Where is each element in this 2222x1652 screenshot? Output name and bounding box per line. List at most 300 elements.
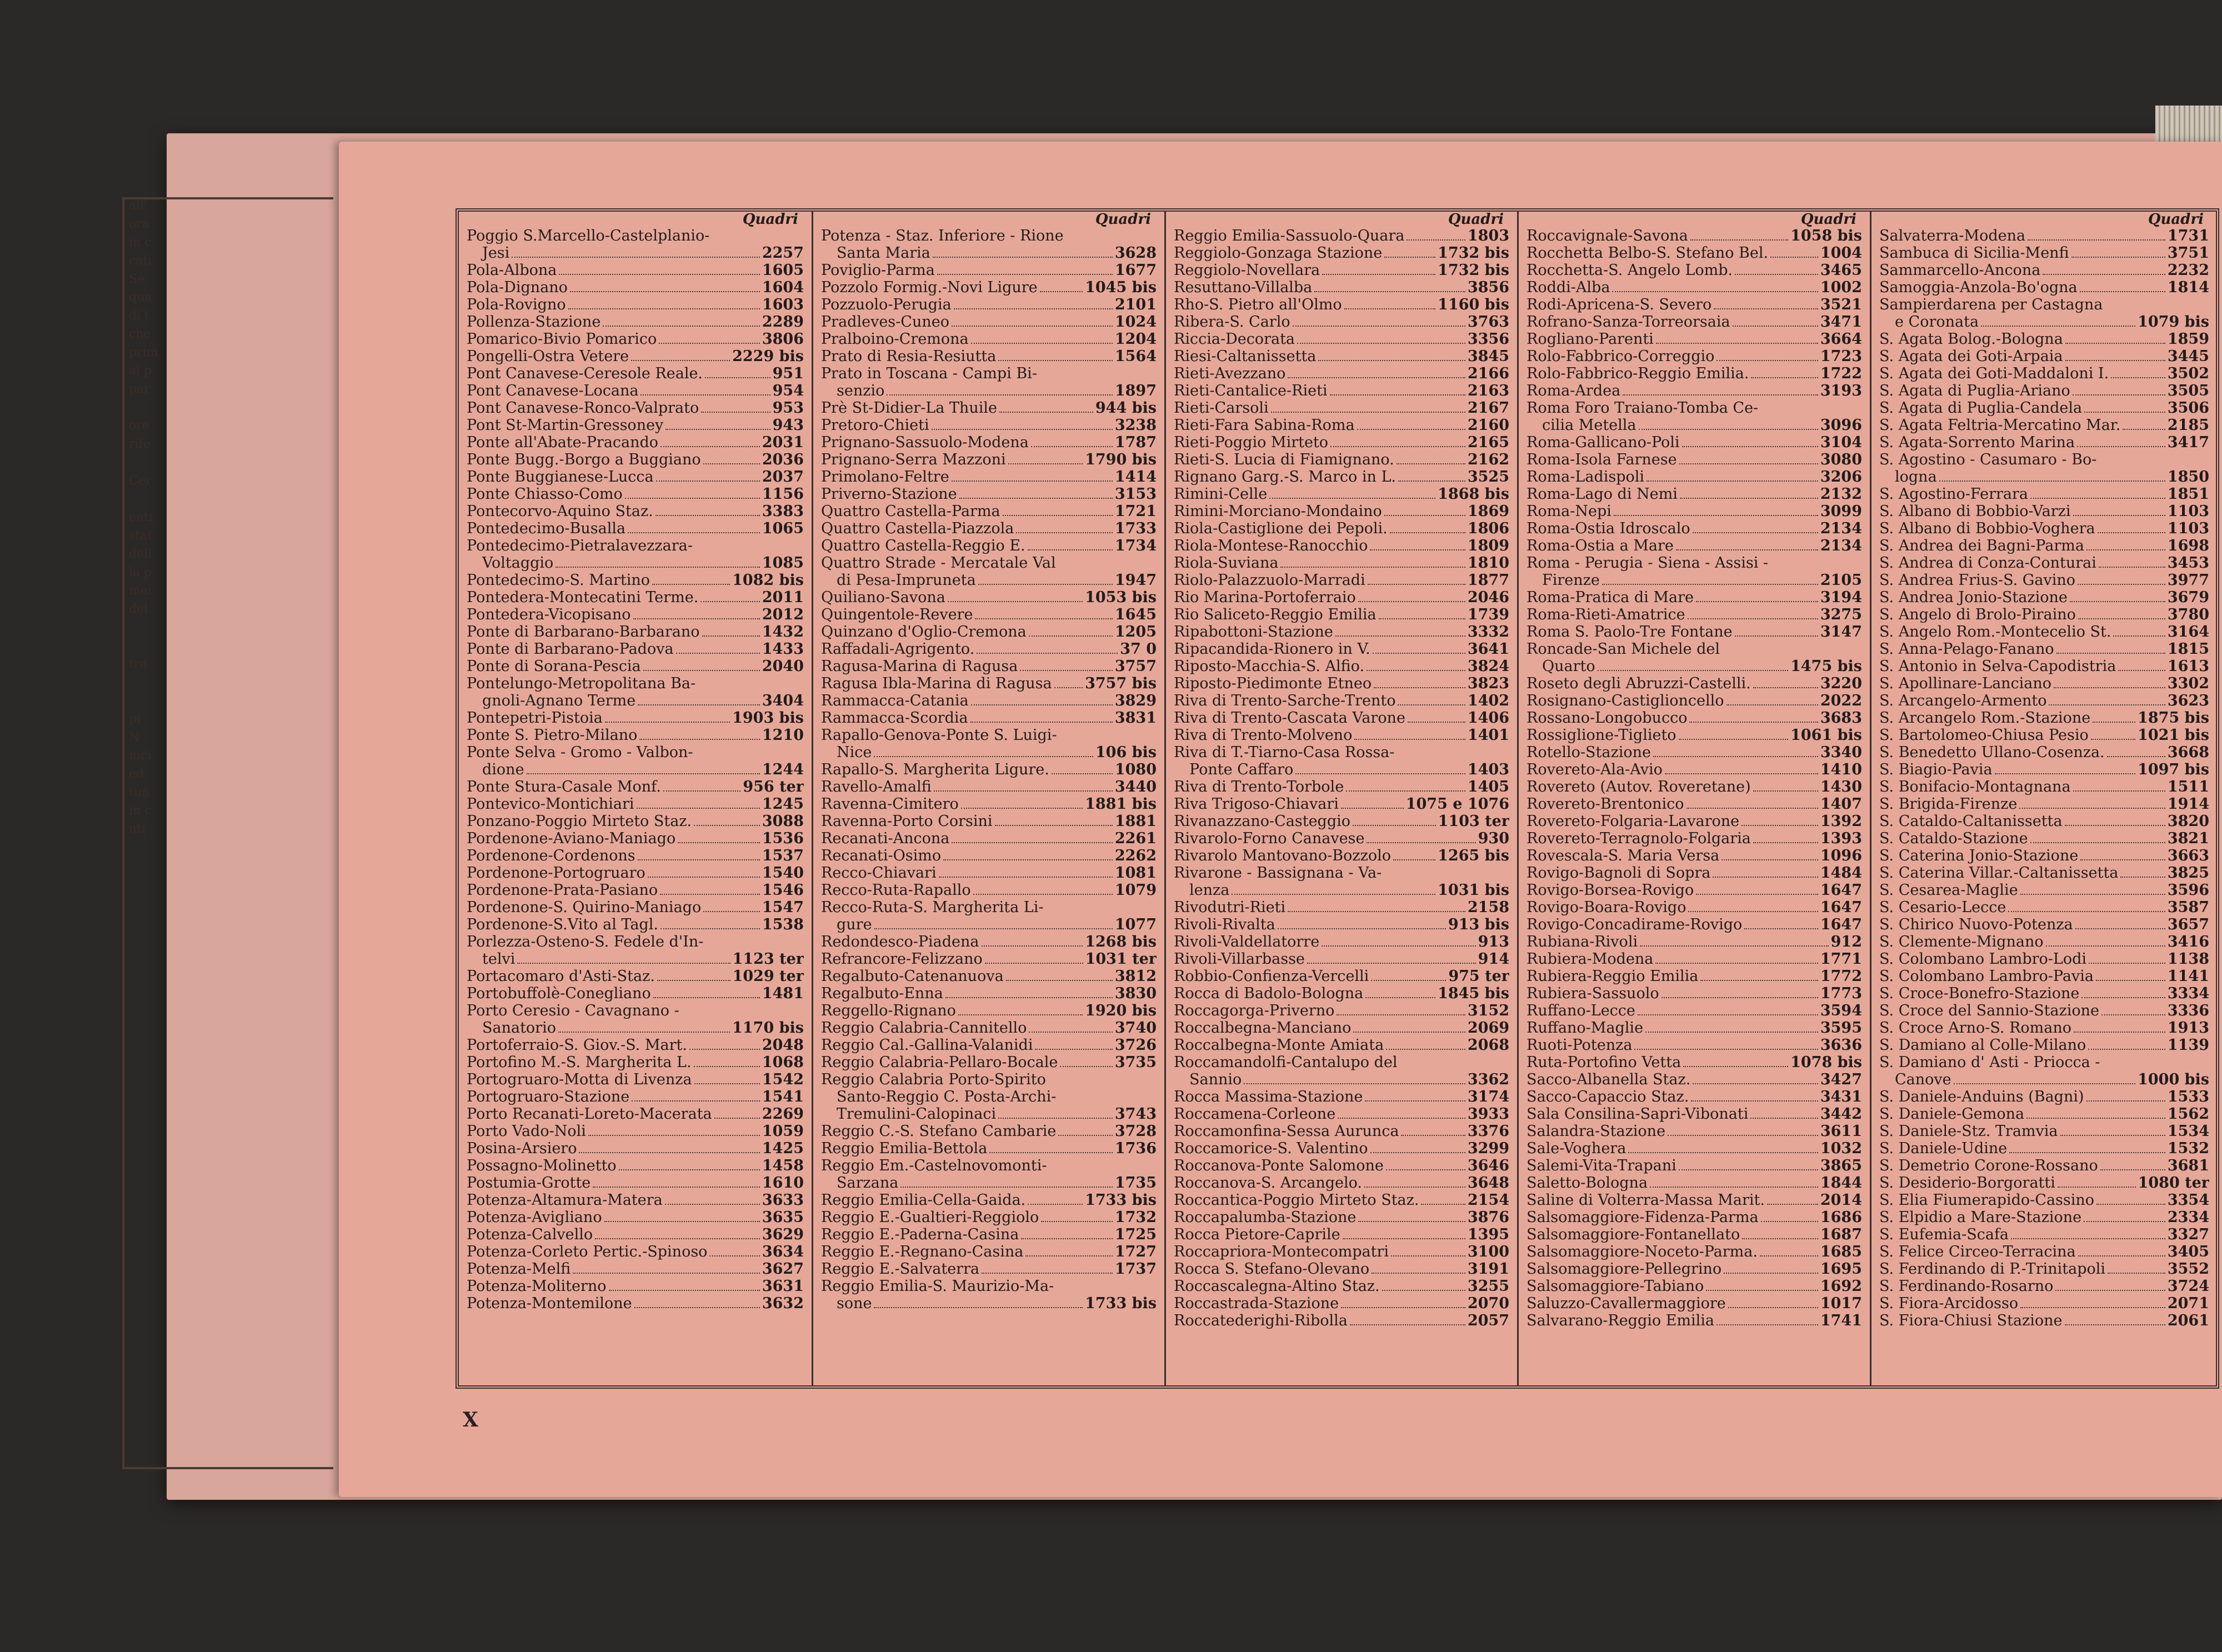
entry-number: 1078 bis (1790, 1054, 1862, 1071)
leader-dots (633, 608, 760, 619)
index-entry (821, 503, 1157, 520)
entry-name: Quiliano-Savona (821, 589, 945, 606)
fragment-line: pi (129, 713, 141, 726)
leader-dots (1372, 1263, 1465, 1274)
entry-name: Ponte di Barbarano-Barbarano (467, 624, 700, 640)
leader-dots (2080, 281, 2165, 292)
entry-number: 3780 (2167, 607, 2209, 623)
index-entry (1174, 452, 1509, 469)
index-entry (821, 1123, 1157, 1140)
index-entry (1174, 1278, 1509, 1295)
entry-number: 3164 (2167, 624, 2209, 640)
entry-name: Rovereto-Ala-Avio (1527, 762, 1663, 778)
entry-number: 1403 (1467, 762, 1509, 778)
entry-number: 3104 (1820, 434, 1862, 451)
index-entry (1174, 934, 1509, 951)
entry-number: 1205 (1114, 624, 1157, 640)
leader-dots (2098, 522, 2165, 533)
entry-name: Refrancore-Felizzano (821, 951, 983, 968)
leader-dots (2078, 608, 2165, 619)
entry-number: 1903 bis (732, 710, 804, 727)
entry-name: Rogliano-Parenti (1527, 331, 1654, 348)
leader-dots (2008, 901, 2165, 912)
index-entry (821, 968, 1157, 985)
index-entry (1174, 1192, 1509, 1209)
leader-dots (1598, 660, 1788, 671)
index-entry (821, 348, 1157, 366)
leader-dots (1370, 1142, 1465, 1153)
index-entry (1174, 796, 1509, 813)
index-entry (1174, 1072, 1509, 1089)
entry-name: S. Agostino-Ferrara (1879, 486, 2028, 503)
index-entry (1879, 555, 2209, 572)
entry-number: 1692 (1820, 1278, 1862, 1295)
index-entry (467, 917, 804, 934)
entry-number: 1160 bis (1438, 297, 1509, 313)
entry-number: 1511 (2167, 779, 2209, 795)
leader-dots (2030, 832, 2165, 843)
entry-number: 1103 ter (1438, 813, 1509, 830)
leader-dots (657, 970, 730, 981)
entry-number: 1727 (1114, 1244, 1157, 1260)
entry-name: Roccapriora-Montecompatri (1174, 1244, 1389, 1260)
entry-number: 1541 (762, 1089, 804, 1105)
index-entry (467, 228, 804, 245)
leader-dots (1751, 367, 1818, 378)
entry-name: Rimini-Celle (1174, 486, 1268, 503)
leader-dots (1645, 1022, 1818, 1033)
leader-dots (1744, 918, 1818, 929)
entry-number: 1004 (1820, 245, 1862, 262)
leader-dots (2060, 1125, 2165, 1136)
leader-dots (701, 402, 770, 413)
leader-dots (1060, 1056, 1112, 1067)
index-entry (1174, 1295, 1509, 1313)
entry-number: 2014 (1820, 1192, 1862, 1209)
entry-name: S. Fiora-Arcidosso (1879, 1295, 2019, 1312)
leader-dots (2100, 1159, 2165, 1170)
index-entry (1879, 366, 2209, 383)
entry-name: Saline di Volterra-Massa Marit. (1527, 1192, 1765, 1209)
index-entry (1174, 882, 1509, 899)
entry-name: Saluzzo-Cavallermaggiore (1527, 1295, 1726, 1312)
index-entry (1527, 1175, 1862, 1192)
entry-number: 3830 (1114, 985, 1157, 1002)
index-entry (1527, 417, 1862, 434)
entry-name: Recco-Ruta-Rapallo (821, 882, 971, 899)
leader-dots (593, 1177, 760, 1188)
index-entry (1879, 383, 2209, 400)
entry-name: Rieti-Poggio Mirteto (1174, 434, 1329, 451)
entry-name: Jesi (482, 245, 510, 262)
leader-dots (1770, 247, 1818, 258)
entry-name: Pollenza-Stazione (467, 314, 601, 331)
entry-number: 975 ter (1448, 968, 1509, 985)
entry-name: S. Elia Fiumerapido-Cassino (1879, 1192, 2095, 1209)
fragment-line (129, 622, 340, 640)
entry-name: Salsomaggiore-Fidenza-Parma (1527, 1209, 1759, 1226)
leader-dots (652, 574, 730, 585)
index-entry (1174, 297, 1509, 314)
index-entry (1174, 1106, 1509, 1123)
index-entry (1174, 951, 1509, 968)
entry-name: S. Damiano d' Asti - Priocca - (1879, 1054, 2100, 1071)
entry-number: 1803 (1467, 228, 1509, 244)
leader-dots (1716, 1314, 1818, 1325)
entry-name: S. Eufemia-Scafa (1879, 1227, 2009, 1243)
column-header: Quadri (1800, 211, 1856, 228)
entry-number: 1698 (2167, 538, 2209, 554)
entry-name: S. Agata dei Goti-Maddaloni I. (1879, 366, 2109, 382)
entry-name: Roma-Rieti-Amatrice (1527, 607, 1685, 623)
entry-name: Roccanova-S. Arcangelo. (1174, 1175, 1363, 1192)
entry-number: 3354 (2167, 1192, 2209, 1209)
entry-number: 1540 (762, 865, 804, 882)
index-entry (1879, 1123, 2209, 1140)
entry-name: Posina-Arsiero (467, 1140, 577, 1157)
entry-number: 1604 (762, 279, 804, 296)
entry-number: 3440 (1114, 779, 1157, 795)
index-entry (821, 1175, 1157, 1192)
entry-name: Rieti-Cantalice-Rieti (1174, 383, 1328, 399)
entry-number: 3334 (2167, 985, 2209, 1002)
entry-number: 1881 bis (1085, 796, 1157, 813)
entry-name: Roccamandolfi-Cantalupo del (1174, 1054, 1398, 1071)
entry-name: Regalbuto-Enna (821, 985, 943, 1002)
entry-number: 3525 (1467, 469, 1509, 485)
leader-dots (619, 1159, 760, 1170)
entry-number: 1410 (1820, 762, 1862, 778)
entry-name: Santa Maria (837, 245, 930, 262)
leader-dots (932, 419, 1113, 430)
leader-dots (1716, 350, 1818, 361)
entry-number: 1721 (1114, 503, 1157, 520)
leader-dots (2111, 367, 2165, 378)
leader-dots (2071, 247, 2165, 258)
entry-number: 914 (1478, 951, 1509, 968)
leader-dots (1029, 1022, 1112, 1033)
index-entry (1527, 951, 1862, 968)
entry-name: Roccamorice-S. Valentino (1174, 1140, 1368, 1157)
leader-dots (1647, 470, 1818, 482)
entry-name: Rho-S. Pietro all'Olmo (1174, 297, 1342, 313)
entry-name: Rapallo-Genova-Ponte S. Luigi- (821, 727, 1057, 744)
leader-dots (2089, 953, 2165, 964)
entry-name: Quinzano d'Oglio-Cremona (821, 624, 1027, 640)
entry-name: Poviglio-Parma (821, 262, 935, 279)
index-entry (1527, 744, 1862, 762)
leader-dots (2084, 1211, 2165, 1222)
entry-name: dione (482, 762, 524, 778)
entry-name: Riposto-Macchia-S. Alfio. (1174, 658, 1365, 675)
index-entry (1527, 1278, 1862, 1295)
index-entry (1879, 297, 2209, 314)
entry-number: 1647 (1820, 917, 1862, 933)
entry-number: 2289 (762, 314, 804, 331)
entry-number: 3220 (1820, 675, 1862, 692)
index-entry (821, 1209, 1157, 1227)
entry-name: Ruta-Portofino Vetta (1527, 1054, 1681, 1071)
leader-dots (1368, 574, 1465, 585)
fragment-line: all' (129, 200, 148, 213)
index-entry (467, 1020, 804, 1037)
entry-name: Quarto (1542, 658, 1595, 675)
index-entry (467, 1244, 804, 1261)
index-entry (1527, 538, 1862, 555)
index-entry (1174, 658, 1509, 675)
entry-number: 1731 (2167, 228, 2209, 244)
leader-dots (1761, 1211, 1818, 1222)
entry-name: Salsomaggiore-Noceto-Parma. (1527, 1244, 1758, 1260)
index-entry (1527, 434, 1862, 452)
index-entry (821, 693, 1157, 710)
entry-number: 951 (772, 366, 804, 382)
index-entry (1174, 1227, 1509, 1244)
entry-number: 1914 (2167, 796, 2209, 813)
index-entry (1879, 865, 2209, 882)
index-entry (1527, 968, 1862, 985)
fragment-line: ore (129, 420, 149, 433)
index-entry (1527, 899, 1862, 917)
leader-dots (1750, 1108, 1818, 1119)
leader-dots (1693, 1073, 1818, 1084)
leader-dots (1693, 522, 1818, 533)
entry-name: Pont Canavese-Ceresole Reale. (467, 366, 703, 382)
index-entry (1174, 762, 1509, 779)
entry-number: 3631 (762, 1278, 804, 1295)
entry-number: 1021 bis (2138, 727, 2209, 744)
index-entry (467, 1278, 804, 1295)
index-entry (467, 779, 804, 796)
entry-name: Roseto degli Abruzzi-Castelli. (1527, 675, 1751, 692)
index-entry (821, 434, 1157, 452)
entry-name: Pontelungo-Metropolitana Ba- (467, 675, 696, 692)
leader-dots (694, 1056, 760, 1067)
entry-number: 1405 (1467, 779, 1509, 795)
entry-name: Rovereto-Folgaria-Lavarone (1527, 813, 1740, 830)
leader-dots (2049, 694, 2165, 705)
entry-number: 1814 (2167, 279, 2209, 296)
leader-dots (609, 1280, 760, 1291)
index-entry (1174, 262, 1509, 279)
index-entry (1527, 779, 1862, 796)
index-entry (1527, 641, 1862, 658)
fragment-line: prim (129, 347, 158, 359)
index-entry (1527, 1123, 1862, 1140)
entry-number: 3740 (1114, 1020, 1157, 1037)
index-entry (1174, 589, 1509, 607)
index-entry (1174, 744, 1509, 762)
leader-dots (1382, 1280, 1465, 1291)
index-entry (821, 658, 1157, 675)
entry-name: Postumia-Grotte (467, 1175, 591, 1192)
entry-name: logna (1895, 469, 1937, 485)
leader-dots (1003, 505, 1113, 516)
entry-name: Rubiana-Rivoli (1527, 934, 1638, 950)
leader-dots (1696, 884, 1818, 895)
entry-name: S. Angelo Rom.-Montecelio St. (1879, 624, 2111, 640)
index-entry (467, 434, 804, 452)
entry-name: Samoggia-Anzola-Bo'ogna (1879, 279, 2078, 296)
leader-dots (2011, 1228, 2165, 1239)
index-entry (467, 1140, 804, 1158)
entry-name: Ponte Bugg.-Borgo a Buggiano (467, 452, 701, 468)
leader-dots (999, 402, 1093, 413)
leader-dots (1335, 625, 1465, 637)
leader-dots (660, 436, 760, 447)
index-entry (1879, 1003, 2209, 1020)
index-entry (467, 366, 804, 383)
leader-dots (1031, 436, 1113, 447)
entry-name: Pontevico-Montichiari (467, 796, 634, 813)
entry-name: lenza (1189, 882, 1230, 899)
index-entry (1879, 1192, 2209, 1209)
entry-name: Ponte Buggianese-Lucca (467, 469, 654, 485)
entry-number: 3153 (1114, 486, 1157, 503)
entry-number: 2162 (1467, 452, 1509, 468)
entry-name: S. Cesario-Lecce (1879, 899, 2006, 916)
entry-number: 1123 ter (732, 951, 804, 968)
index-entry (1879, 228, 2209, 245)
entry-number: 3681 (2167, 1158, 2209, 1174)
index-entry (467, 658, 804, 675)
index-entry (1174, 434, 1509, 452)
entry-number: 3552 (2167, 1261, 2209, 1278)
leader-dots (1639, 419, 1818, 430)
entry-number: 3820 (2167, 813, 2209, 830)
entry-name: Salandra-Stazione (1527, 1123, 1666, 1140)
entry-number: 1771 (1820, 951, 1862, 968)
entry-number: 1737 (1114, 1261, 1157, 1278)
entry-name: Reggio Calabria-Pellaro-Bocale (821, 1054, 1058, 1071)
column-header: Quadri (1095, 211, 1151, 228)
entry-number: 3636 (1820, 1037, 1862, 1054)
entry-number: 3825 (2167, 865, 2209, 882)
leader-dots (2073, 780, 2165, 792)
entry-number: 912 (1830, 934, 1862, 950)
index-entry (467, 262, 804, 279)
entry-number: 1542 (762, 1072, 804, 1088)
fragment-line: enti (129, 512, 153, 524)
index-entry (1174, 865, 1509, 882)
entry-name: Pordenone-S. Quirino-Maniago (467, 899, 702, 916)
entry-number: 1603 (762, 297, 804, 313)
entry-number: 3933 (1467, 1106, 1509, 1123)
entry-number: 1096 (1820, 848, 1862, 864)
entry-number: 2071 (2167, 1295, 2209, 1312)
leader-dots (1981, 316, 2135, 327)
entry-number: 1395 (1467, 1227, 1509, 1243)
leader-dots (982, 1263, 1113, 1274)
index-entry (467, 1054, 804, 1072)
index-entry (1879, 813, 2209, 830)
fragment-line: par (129, 383, 150, 396)
leader-dots (1293, 316, 1465, 327)
leader-dots (2088, 1039, 2165, 1050)
entry-number: 1725 (1114, 1227, 1157, 1243)
index-entry (1174, 985, 1509, 1003)
entry-name: Rovereto-Brentonico (1527, 796, 1684, 813)
entry-number: 1732 (1114, 1209, 1157, 1226)
leader-dots (1753, 677, 1818, 688)
entry-number: 1082 bis (732, 572, 804, 589)
entry-number: 1851 (2167, 486, 2209, 503)
entry-name: Pozzuolo-Perugia (821, 297, 952, 313)
leader-dots (1397, 453, 1465, 464)
entry-number: 3628 (1114, 245, 1157, 262)
leader-dots (1653, 746, 1818, 757)
index-entry (1527, 228, 1862, 245)
entry-number: 1433 (762, 641, 804, 658)
leader-dots (1760, 1245, 1818, 1256)
index-entry (467, 1175, 804, 1192)
entry-number: 1685 (1820, 1244, 1862, 1260)
leader-dots (934, 780, 1113, 792)
index-entry (1879, 882, 2209, 899)
entry-number: 1613 (2167, 658, 2209, 675)
entry-number: 3751 (2167, 245, 2209, 262)
leader-dots (1016, 522, 1113, 533)
index-entry (467, 469, 804, 486)
leader-dots (702, 625, 760, 637)
fragment-line (129, 677, 340, 695)
entry-number: 1687 (1820, 1227, 1862, 1243)
index-entry (1527, 865, 1862, 882)
entry-number: 1809 (1467, 538, 1509, 554)
entry-number: 1564 (1114, 348, 1157, 365)
index-entry (821, 228, 1157, 245)
entry-name: Ponte all'Abate-Pracando (467, 434, 659, 451)
entry-name: Quattro Castella-Reggio E. (821, 538, 1025, 554)
entry-name: S. Agata di Puglia-Candela (1879, 400, 2083, 417)
entry-number: 3327 (2167, 1227, 2209, 1243)
leader-dots (982, 935, 1083, 947)
entry-number: 1032 (1820, 1140, 1862, 1157)
entry-name: e Coronata (1895, 314, 1979, 331)
leader-dots (2054, 677, 2165, 688)
leader-dots (1735, 264, 1818, 275)
entry-number: 1647 (1820, 899, 1862, 916)
index-entry (821, 314, 1157, 331)
entry-name: Regalbuto-Catenanuova (821, 968, 1004, 985)
leader-dots (1939, 470, 2165, 482)
index-entry (1527, 297, 1862, 314)
entry-name: Rivoli-Rivalta (1174, 917, 1275, 933)
entry-name: Pontedera-Vicopisano (467, 607, 631, 623)
entry-number: 3416 (2167, 934, 2209, 950)
entry-name: Pontecorvo-Aquino Staz. (467, 503, 653, 520)
entry-number: 1245 (762, 796, 804, 813)
entry-number: 3405 (2167, 1244, 2209, 1260)
leader-dots (605, 712, 730, 723)
index-entry (821, 1003, 1157, 1020)
entry-name: Pretoro-Chieti (821, 417, 929, 434)
index-entry (1527, 796, 1862, 813)
index-entry (1879, 762, 2209, 779)
entry-number: 1031 ter (1085, 951, 1157, 968)
entry-name: Resuttano-Villalba (1174, 279, 1313, 296)
index-entry (1527, 830, 1862, 848)
leader-dots (939, 867, 1113, 878)
leader-dots (1346, 780, 1465, 792)
entry-name: Quattro Castella-Parma (821, 503, 1000, 520)
leader-dots (517, 953, 730, 964)
entry-number: 1068 (762, 1054, 804, 1071)
leader-dots (1634, 1039, 1818, 1050)
leader-dots (1753, 832, 1818, 843)
leader-dots (1408, 712, 1465, 723)
entry-number: 3193 (1820, 383, 1862, 399)
